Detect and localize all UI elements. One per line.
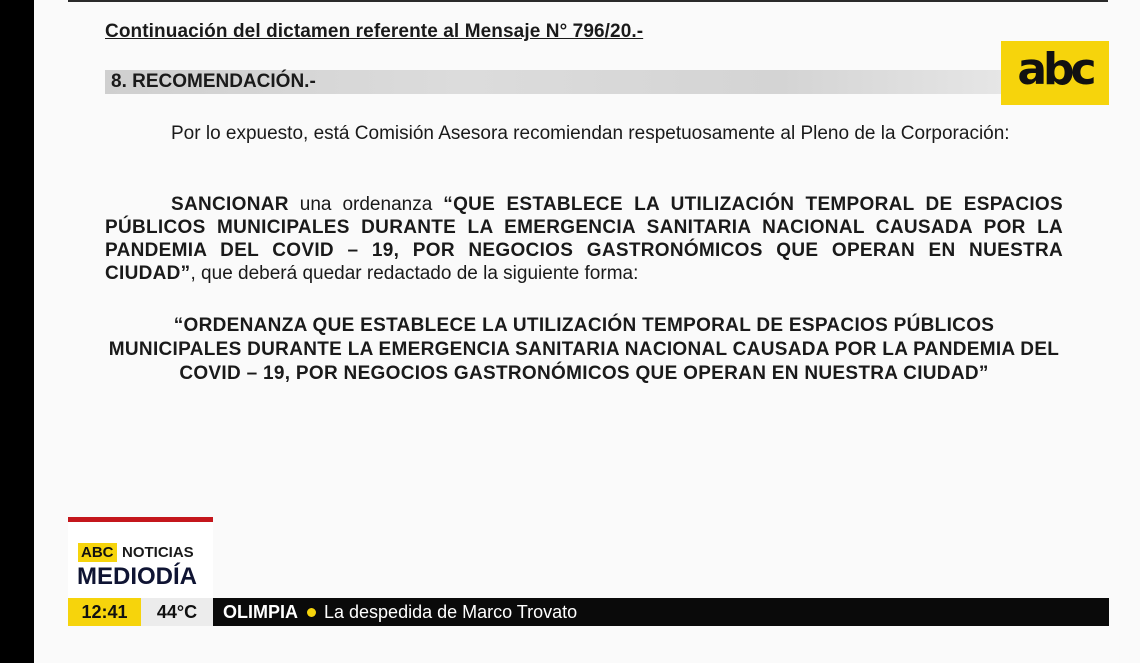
abc-logo-text: abc bbox=[1017, 44, 1093, 95]
news-ticker bbox=[213, 598, 1109, 626]
sancionar-tail: , que deberá quedar redactado de la siguiente forma: bbox=[190, 263, 639, 284]
paragraph-sancionar bbox=[105, 193, 1063, 285]
document-heading: Continuación del dictamen referente al Mensaje N° 796/20.- bbox=[105, 21, 644, 42]
sancionar-mid: una ordenanza bbox=[288, 194, 444, 215]
ticker-tag: OLIMPIA bbox=[223, 601, 298, 622]
sancionar-verb: SANCIONAR bbox=[171, 194, 289, 215]
brand-abc-badge: ABC bbox=[78, 543, 117, 562]
paragraph-intro-text: Por lo expuesto, está Comisión Asesora recomiendan respetuosamente al Pleno de la Corporación: bbox=[171, 123, 1010, 144]
paragraph-intro bbox=[105, 122, 1063, 145]
section-title: 8. RECOMENDACIÓN.- bbox=[111, 71, 316, 92]
ticker-bullet-icon bbox=[307, 608, 316, 617]
temperature-readout: 44°C bbox=[141, 598, 213, 626]
show-name: MEDIODÍA bbox=[77, 563, 197, 590]
ordinance-title-bold: “QUE ESTABLECE LA UTILIZACIÓN TEMPORAL DE ESPACIOS PÚBLICOS MUNICIPALES DURANTE LA EMERGENCIA SANITARIA NACIONAL CAUSADA POR LA PANDEMIA DEL COVID – 19, POR NEGOCIOS GASTRONÓMICOS QUE OPERAN EN NUESTRA CIUDAD” bbox=[105, 194, 1063, 284]
abc-channel-logo bbox=[1001, 41, 1109, 105]
page-top-rule bbox=[68, 0, 1108, 2]
ordinance-title-centered: “ORDENANZA QUE ESTABLECE LA UTILIZACIÓN TEMPORAL DE ESPACIOS PÚBLICOS MUNICIPALES DURANTE LA EMERGENCIA SANITARIA NACIONAL CAUSADA POR LA PANDEMIA DEL COVID – 19, POR NEGOCIOS GASTRONÓMICOS QUE OPERAN EN NUESTRA CIUDAD” bbox=[108, 315, 1060, 384]
ticker-headline: La despedida de Marco Trovato bbox=[324, 601, 578, 622]
news-brand-box bbox=[68, 517, 213, 598]
clock-readout: 12:41 bbox=[68, 598, 141, 626]
brand-noticias-label: NOTICIAS bbox=[122, 544, 194, 561]
